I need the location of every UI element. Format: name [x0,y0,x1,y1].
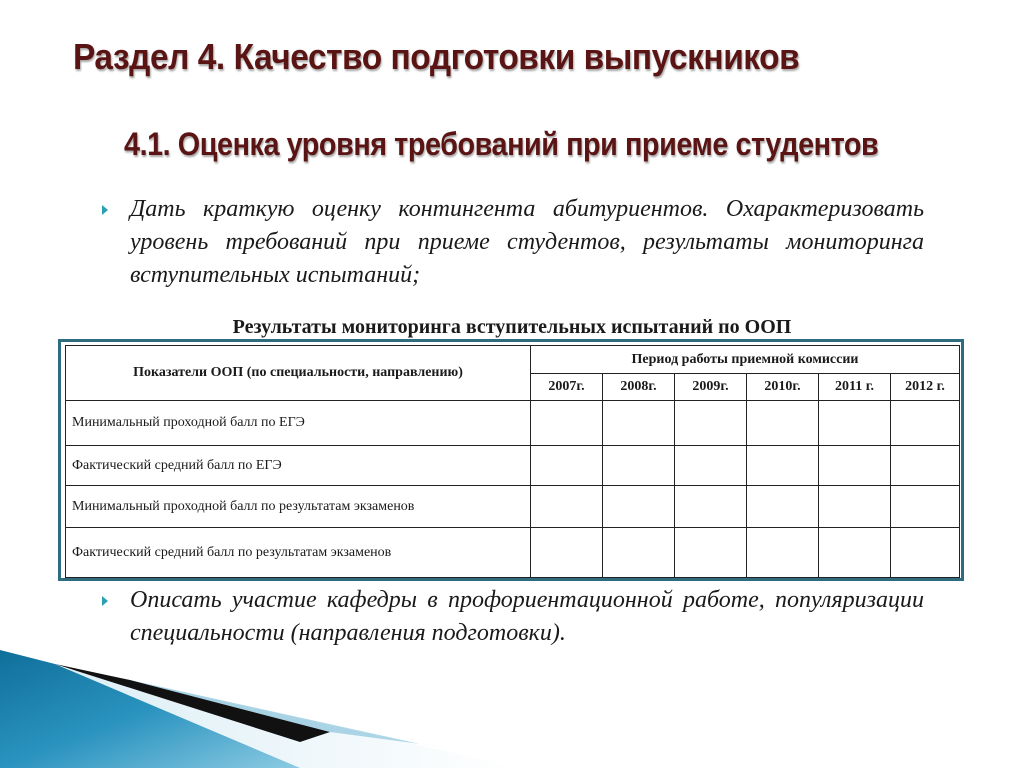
table-cell [891,401,960,446]
table-row [66,446,960,486]
row-label: Фактический средний балл по результатам экзаменов [66,528,531,578]
header-year-2011: 2011 г. [819,374,891,401]
header-year-2010: 2010г. [747,374,819,401]
table-cell [891,446,960,486]
row-label: Минимальный проходной балл по результатам экзаменов [66,486,531,528]
table-cell [819,401,891,446]
table-cell [675,528,747,578]
header-year-2008: 2008г. [603,374,675,401]
table-cell [603,486,675,528]
table-cell [603,528,675,578]
bullet-text-2: Описать участие кафедры в профориентационной работе, популяризации специальности (направления подготовки). [130,587,924,646]
slide-title: Раздел 4. Качество подготовки выпускников [73,36,800,77]
table-cell [531,486,603,528]
bullet-arrow-icon [102,596,108,606]
table-cell [603,446,675,486]
table-cell [891,486,960,528]
table-cell [603,401,675,446]
table-caption: Результаты мониторинга вступительных испытаний по ООП [232,316,792,338]
table-row [66,401,960,446]
table-cell [675,486,747,528]
table-row [66,486,960,528]
table-cell [675,401,747,446]
table-cell [819,486,891,528]
row-label: Минимальный проходной балл по ЕГЭ [66,401,531,446]
table-cell [891,528,960,578]
decorative-swoosh [0,640,1024,768]
bullet-item-1 [102,193,924,292]
table-cell [531,401,603,446]
table-cell [747,446,819,486]
table-cell [819,446,891,486]
table-cell [747,486,819,528]
table-row [66,528,960,578]
table-cell [531,528,603,578]
bullet-text-1: Дать краткую оценку контингента абитуриентов. Охарактеризовать уровень требований при приеме студентов, результаты мониторинга вступительных испытаний; [130,196,924,288]
header-year-2007: 2007г. [531,374,603,401]
row-label: Фактический средний балл по ЕГЭ [66,446,531,486]
table-cell [819,528,891,578]
header-indicator: Показатели ООП (по специальности, направлению) [66,346,531,401]
bullet-arrow-icon [102,205,108,215]
table-cell [675,446,747,486]
table-cell [747,528,819,578]
table-cell [531,446,603,486]
header-year-2009: 2009г. [675,374,747,401]
table-header-row [66,346,960,374]
header-period: Период работы приемной комиссии [531,346,960,374]
table-cell [747,401,819,446]
results-table [65,345,960,578]
slide-subtitle: 4.1. Оценка уровня требований при приеме студентов [124,126,879,162]
results-table-frame [58,339,964,581]
header-year-2012: 2012 г. [891,374,960,401]
